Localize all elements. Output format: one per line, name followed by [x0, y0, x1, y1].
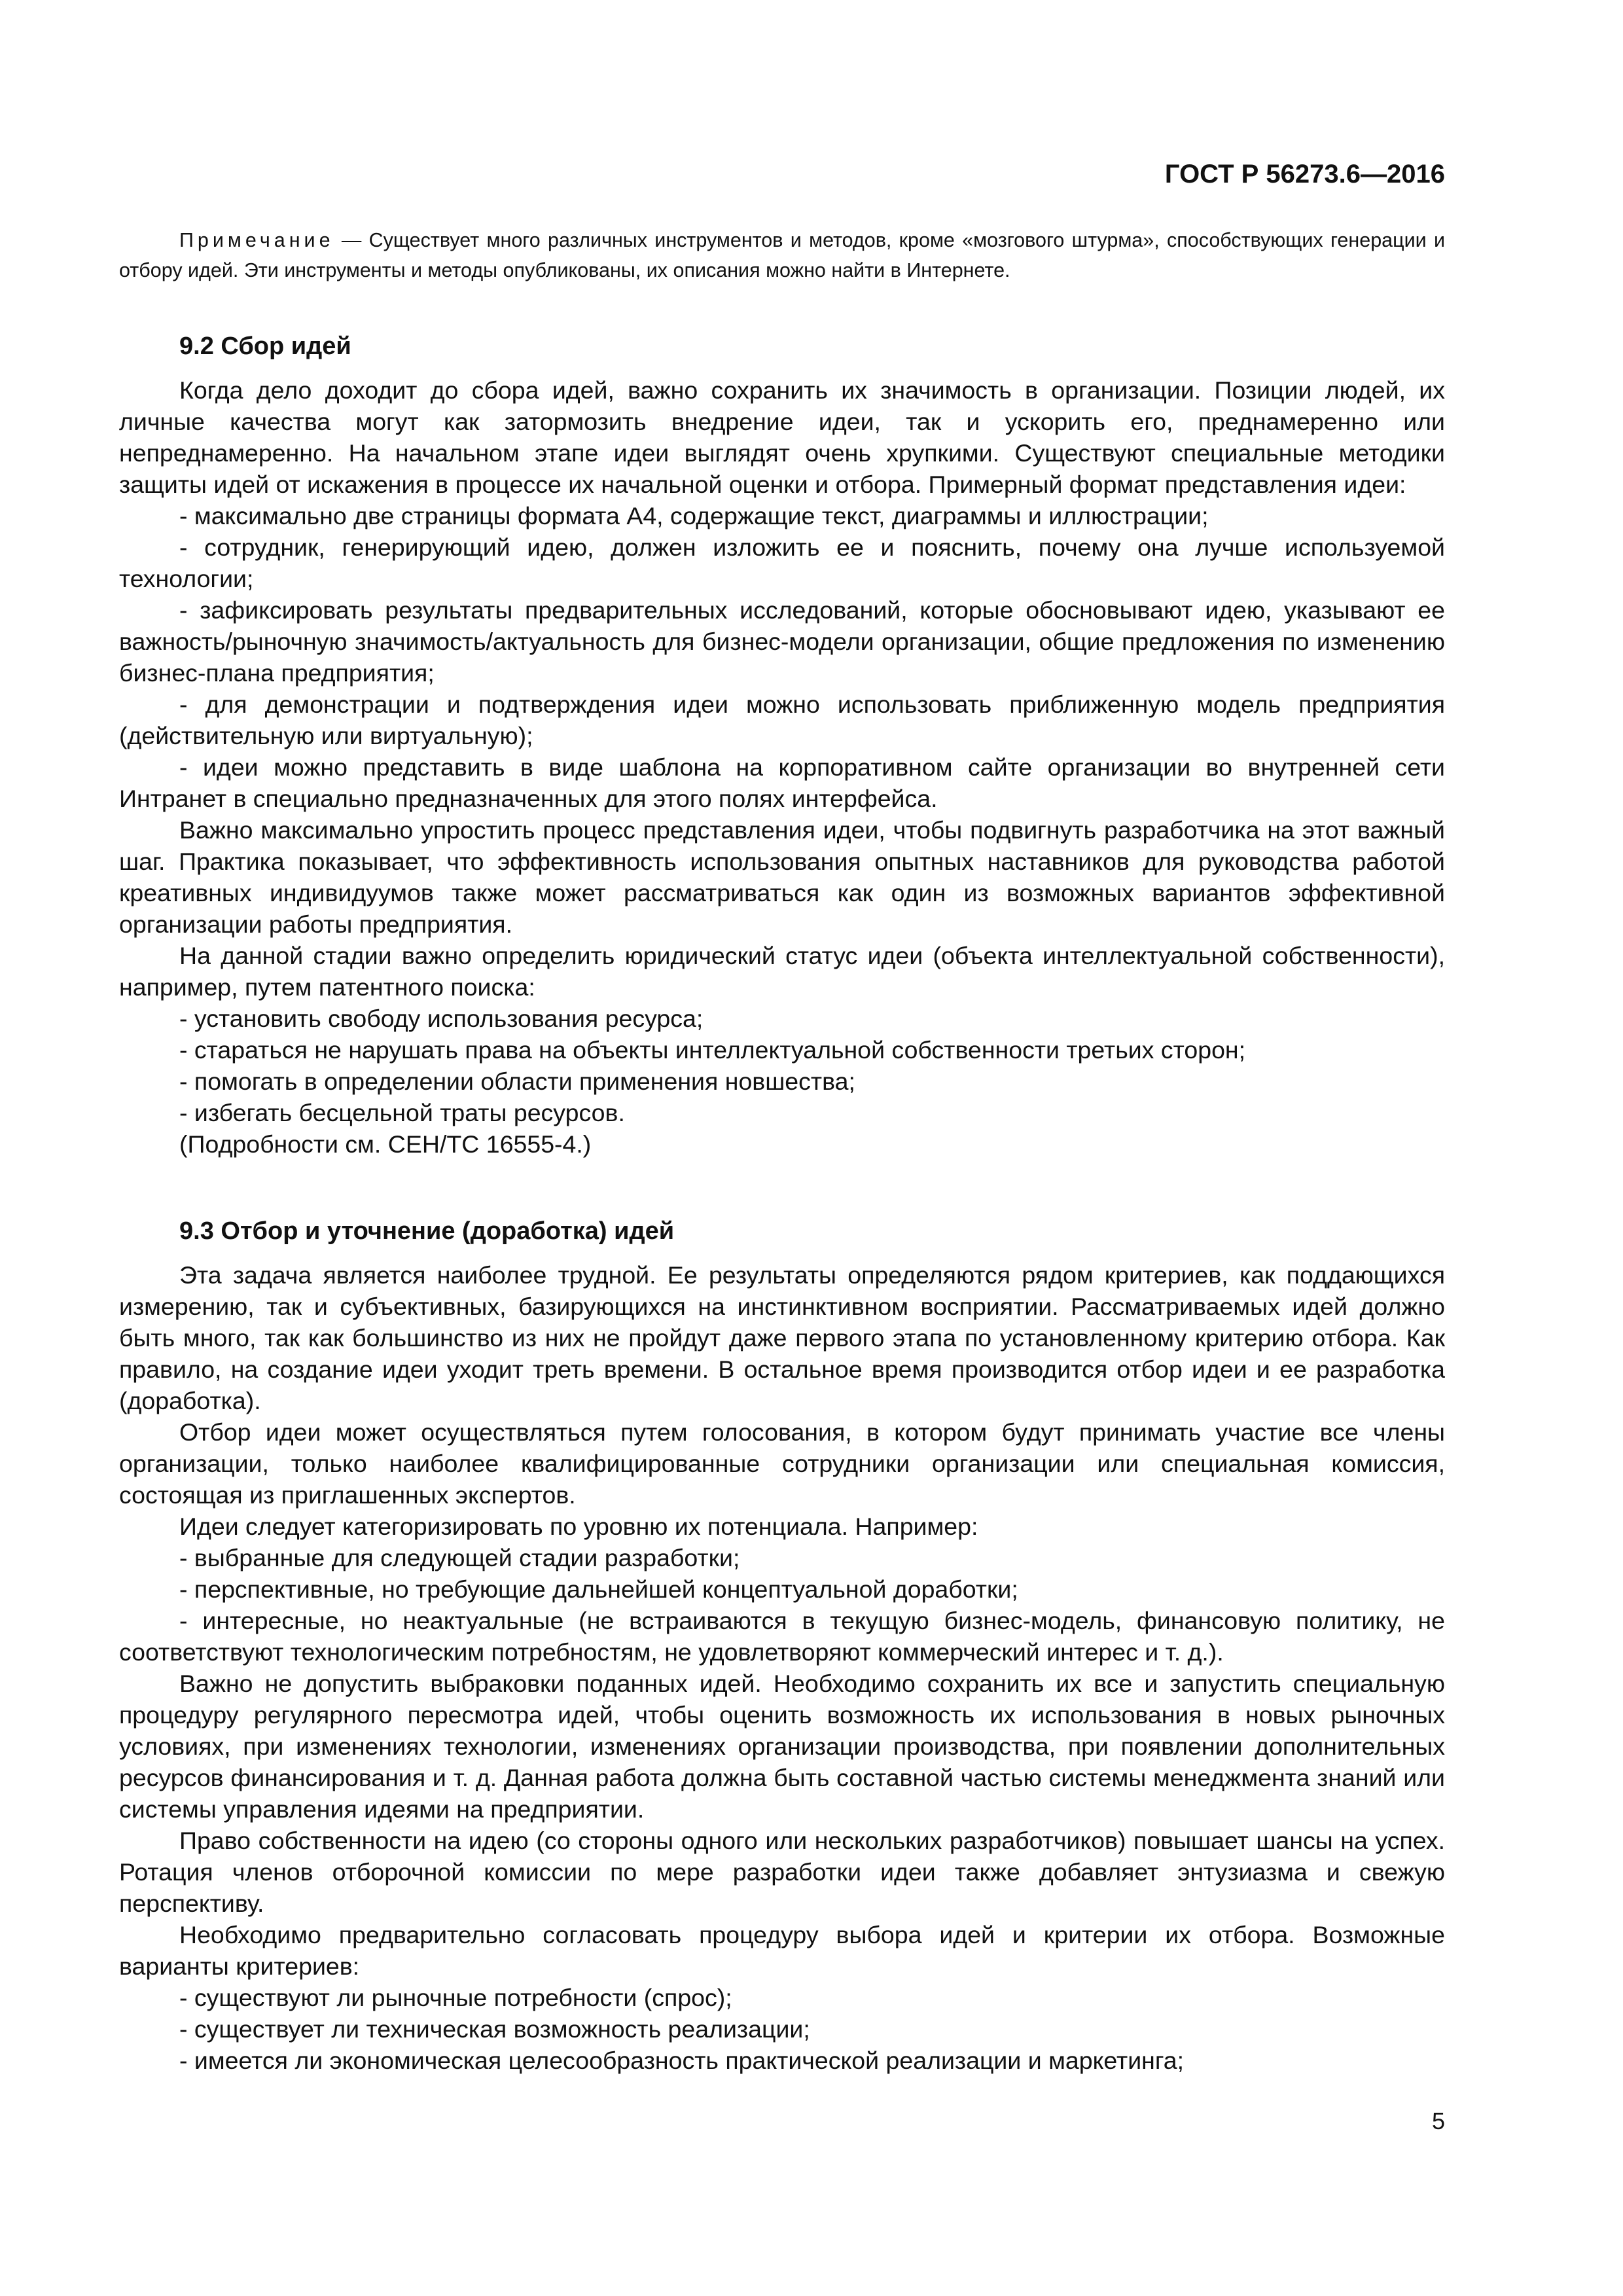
paragraph: Отбор идеи может осуществляться путем голосования, в котором будут принимать участие все члены организации, только наиболее квалифицированные сотрудники организации или специальная комиссия, состоящая из приглашенных экспертов.: [119, 1418, 1445, 1509]
list-item: - для демонстрации и подтверждения идеи можно использовать приближенную модель предприятия (действительную или виртуальную);: [119, 691, 1445, 749]
list-item: - имеется ли экономическая целесообразность практической реализации и маркетинга;: [179, 2047, 1184, 2074]
section-heading-9-2: 9.2 Сбор идей: [179, 332, 351, 360]
paragraph: Важно максимально упростить процесс представления идеи, чтобы подвигнуть разработчика на этот важный шаг. Практика показывает, что эффективность использования опытных наставников для руководства работой креативных индивидуумов также может рассматриваться как один из возможных вариантов эффективной организации работы предприятия.: [119, 816, 1445, 938]
paragraph: Когда дело доходит до сбора идей, важно сохранить их значимость в организации. Позиции людей, их личные качества могут как затормозить внедрение идеи, так и ускорить его, преднамеренно или непреднамеренно. На начальном этапе идеи выглядят очень хрупкими. Существуют специальные методики защиты идей от искажения в процессе их начальной оценки и отбора. Примерный формат представления идеи:: [119, 376, 1445, 498]
list-item: - интересные, но неактуальные (не встраиваются в текущую бизнес-модель, финансовую политику, не соответствуют технологическим потребностям, не удовлетворяют коммерческий интерес и т. д.).: [119, 1607, 1445, 1666]
paragraph: Необходимо предварительно согласовать процедуру выбора идей и критерии их отбора. Возможные варианты критериев:: [119, 1921, 1445, 1980]
list-item: - зафиксировать результаты предварительных исследований, которые обосновывают идею, указывают ее важность/рыночную значимость/актуальность для бизнес-модели организации, общие предложения по изменению бизнес-плана предприятия;: [119, 596, 1445, 687]
list-item: - сотрудник, генерирующий идею, должен изложить ее и пояснить, почему она лучше используемой технологии;: [119, 533, 1445, 592]
list-item: - помогать в определении области применения новшества;: [179, 1067, 855, 1095]
list-item: - установить свободу использования ресурса;: [179, 1005, 704, 1032]
section-9-3-body: [119, 1259, 1445, 2076]
page-number: 5: [1431, 2108, 1445, 2134]
list-item: - идеи можно представить в виде шаблона на корпоративном сайте организации во внутренней сети Интранет в специально предназначенных для этого полях интерфейса.: [119, 753, 1445, 812]
section-heading-9-3: 9.3 Отбор и уточнение (доработка) идей: [179, 1217, 675, 1245]
reference-note: (Подробности см. СЕН/ТС 16555-4.): [179, 1130, 592, 1158]
document-header: ГОСТ Р 56273.6—2016: [1164, 160, 1445, 188]
list-item: - существуют ли рыночные потребности (спрос);: [179, 1984, 732, 2011]
paragraph: Важно не допустить выбраковки поданных идей. Необходимо сохранить их все и запустить специальную процедуру регулярного пересмотра идей, чтобы оценить возможность их использования в новых рыночных условиях, при изменениях технологии, изменениях организации производства, при появлении дополнительных ресурсов финансирования и т. д. Данная работа должна быть составной частью системы менеджмента знаний или системы управления идеями на предприятии.: [119, 1670, 1445, 1823]
note-lead: Примечание: [179, 229, 334, 251]
list-item: - существует ли техническая возможность реализации;: [179, 2015, 810, 2043]
list-item: - выбранные для следующей стадии разработки;: [179, 1544, 740, 1571]
note-text: — Существует много различных инструментов и методов, кроме «мозгового штурма», способствующих генерации и отбору идей. Эти инструменты и методы опубликованы, их описания можно найти в Интернете.: [119, 229, 1445, 281]
list-item: - избегать бесцельной траты ресурсов.: [179, 1099, 625, 1126]
paragraph: Идеи следует категоризировать по уровню их потенциала. Например:: [179, 1513, 978, 1540]
paragraph: На данной стадии важно определить юридический статус идеи (объекта интеллектуальной собственности), например, путем патентного поиска:: [119, 942, 1445, 1001]
note-paragraph: [119, 225, 1445, 285]
list-item: - стараться не нарушать права на объекты интеллектуальной собственности третьих сторон;: [179, 1036, 1246, 1064]
section-9-2-body: [119, 374, 1445, 1160]
paragraph: Эта задача является наиболее трудной. Ее результаты определяются рядом критериев, как поддающихся измерению, так и субъективных, базирующихся на инстинктивном восприятии. Рассматриваемых идей должно быть много, так как большинство из них не пройдут даже первого этапа по установленному критерию отбора. Как правило, на создание идеи уходит треть времени. В остальное время производится отбор идеи и ее разработка (доработка).: [119, 1261, 1445, 1414]
list-item: - максимально две страницы формата А4, содержащие текст, диаграммы и иллюстрации;: [179, 502, 1209, 529]
list-item: - перспективные, но требующие дальнейшей концептуальной доработки;: [179, 1575, 1018, 1603]
paragraph: Право собственности на идею (со стороны одного или нескольких разработчиков) повышает шансы на успех. Ротация членов отборочной комиссии по мере разработки идеи также добавляет энтузиазма и свежую перспективу.: [119, 1827, 1445, 1917]
